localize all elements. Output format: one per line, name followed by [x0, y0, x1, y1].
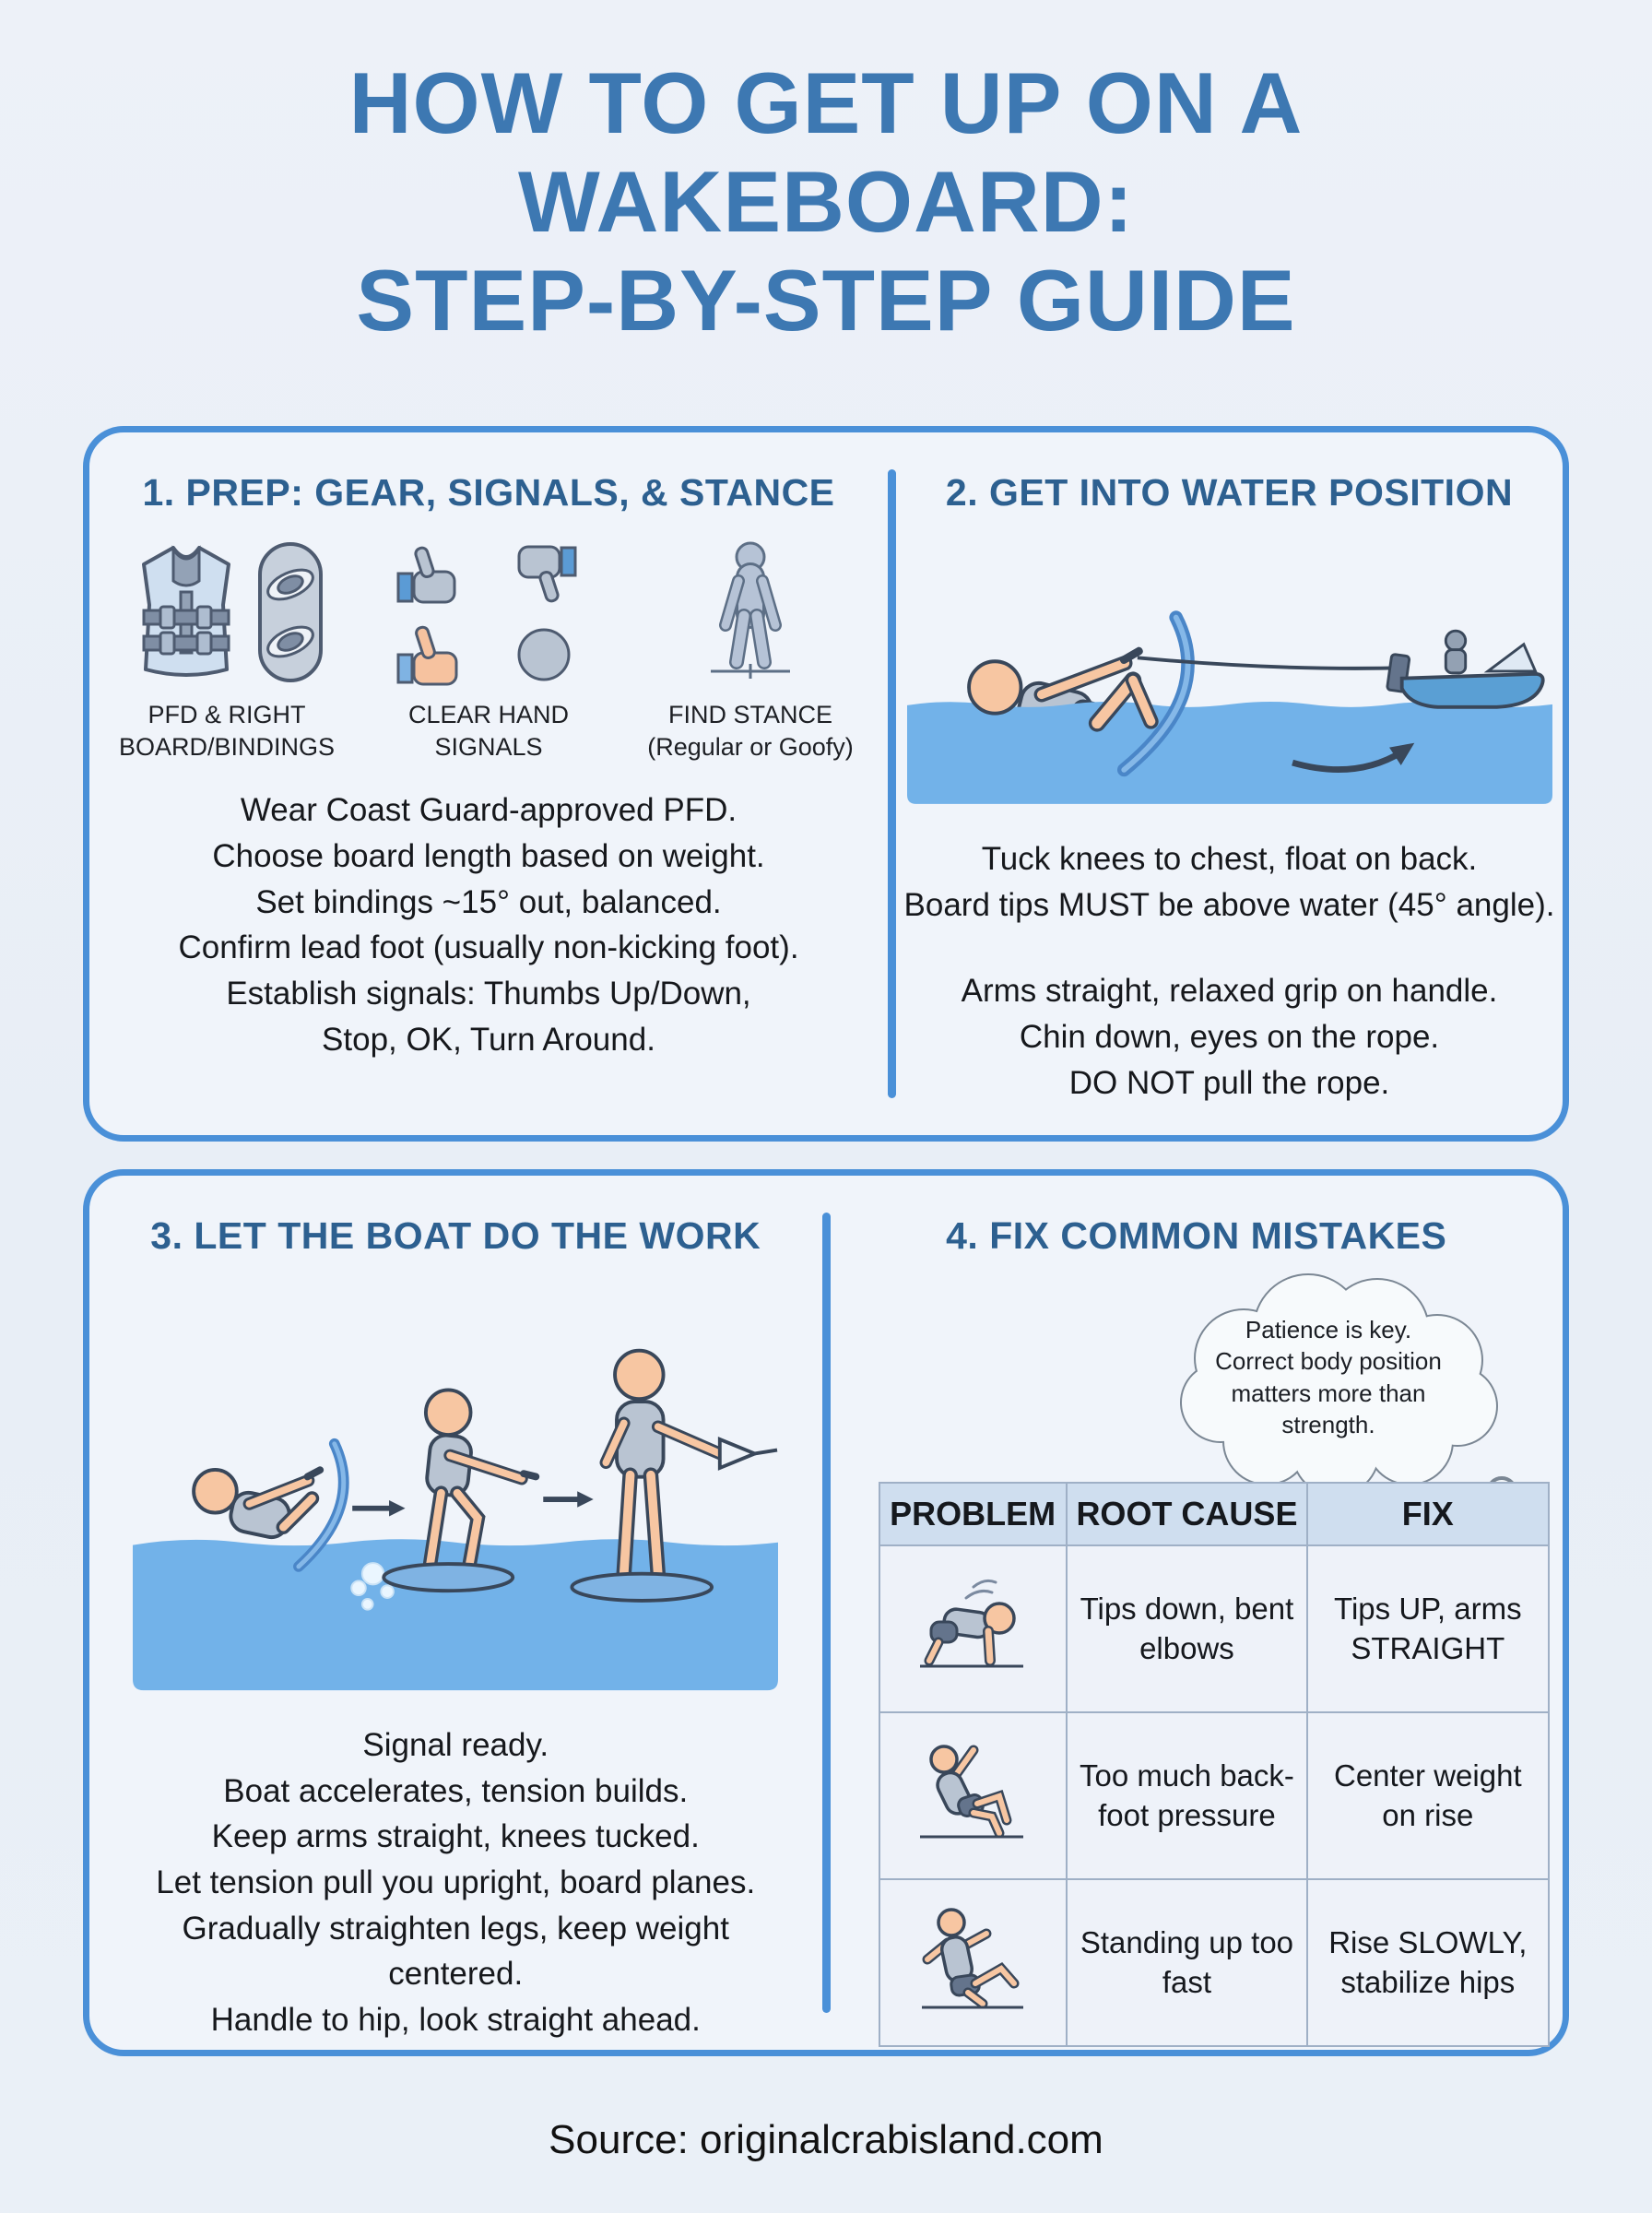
boat	[1386, 631, 1542, 707]
face-plant-figure-icon	[913, 1568, 1032, 1679]
column-header-problem: PROBLEM	[879, 1483, 1067, 1545]
prep-instructions	[89, 787, 888, 1062]
panel-boat-heading: 3. LET THE BOAT DO THE WORK	[150, 1214, 761, 1257]
body-line: Boat accelerates, tension builds.	[223, 1772, 689, 1809]
body-line: Confirm lead foot (usually non-kicking foot).	[178, 929, 799, 966]
water-position-instructions	[896, 836, 1563, 1106]
rider-head	[969, 661, 1021, 713]
table-row	[879, 1879, 1549, 2046]
panel-fix-mistakes	[831, 1176, 1564, 2050]
bubble-line: Correct body position matters more than strength.	[1215, 1347, 1442, 1438]
water	[907, 702, 1552, 804]
section-boat-and-fixes	[83, 1169, 1569, 2056]
rope-handle	[720, 1439, 755, 1468]
body-line: Arms straight, relaxed grip on handle.	[961, 973, 1498, 1010]
bubble-line: Patience is key.	[1245, 1316, 1412, 1343]
body-line: Stop, OK, Turn Around.	[322, 1021, 655, 1058]
body-line: Keep arms straight, knees tucked.	[211, 1818, 700, 1855]
body-line: DO NOT pull the rope.	[1068, 1064, 1390, 1101]
body-line: Chin down, eyes on the rope.	[1019, 1019, 1440, 1056]
caption-line: SIGNALS	[434, 733, 543, 762]
boat-work-instructions	[147, 1722, 764, 2043]
body-line: Set bindings ~15° out, balanced.	[255, 883, 722, 920]
mistakes-table	[879, 1482, 1550, 2047]
water-position-illustration	[907, 531, 1552, 808]
thumbs-down-icon	[519, 547, 575, 602]
caption-line: CLEAR HAND	[407, 701, 570, 728]
water	[133, 1539, 778, 1690]
source-text: Source: originalcrabisland.com	[549, 2117, 1103, 2162]
vertical-divider	[888, 469, 896, 1098]
panel-water-position	[896, 432, 1563, 1135]
source-footer	[0, 2117, 1652, 2163]
column-header-root-cause: ROOT CAUSE	[1067, 1483, 1307, 1545]
page-title	[0, 53, 1652, 349]
root-cause-cell: Standing up too fast	[1067, 1879, 1307, 2046]
icon-caption	[119, 699, 335, 763]
fix-cell: Center weight on rise	[1307, 1712, 1548, 1879]
body-line: Wear Coast Guard-approved PFD.	[240, 792, 738, 829]
caption-line: FIND STANCE	[667, 701, 832, 728]
column-header-fix: FIX	[1307, 1483, 1548, 1545]
icon-caption	[647, 699, 854, 763]
fix-cell: Tips UP, arms STRAIGHT	[1307, 1545, 1548, 1712]
body-line: Gradually straighten legs, keep weight centered.	[182, 1910, 729, 1993]
ok-circle-icon	[519, 630, 569, 680]
title-line-2: WAKEBOARD:	[518, 153, 1134, 251]
thumbs-up-hand-icon	[398, 626, 456, 684]
body-line: Board tips MUST be above water (45° angle).	[903, 886, 1555, 923]
paragraph-gap	[896, 928, 1563, 968]
root-cause-cell: Too much back-foot pressure	[1067, 1712, 1307, 1879]
back-fall-figure-icon	[913, 1735, 1032, 1846]
caption-line: (Regular or Goofy)	[647, 733, 854, 762]
body-line: Let tension pull you upright, board planes.	[156, 1864, 756, 1901]
title-line-3: STEP-BY-STEP GUIDE	[356, 252, 1296, 349]
table-header-row	[879, 1483, 1549, 1545]
caption-line: BOARD/BINDINGS	[118, 733, 336, 762]
caption-line: PFD & RIGHT	[148, 701, 306, 728]
thumbs-up-icon	[398, 547, 454, 602]
problem-cell	[879, 1879, 1067, 2046]
vertical-divider	[822, 1213, 831, 2013]
icon-item-stance	[635, 538, 866, 763]
tow-rope	[1137, 657, 1409, 669]
problem-cell	[879, 1712, 1067, 1879]
table-row	[879, 1712, 1549, 1879]
body-line: Signal ready.	[362, 1727, 549, 1763]
body-line: Choose board length based on weight.	[212, 837, 765, 874]
panel-water-heading: 2. GET INTO WATER POSITION	[945, 471, 1514, 514]
panel-boat-work	[89, 1176, 822, 2050]
icon-item-hand-signals	[373, 538, 604, 763]
icon-item-pfd-board	[112, 538, 342, 763]
thought-bubble-text	[1205, 1314, 1452, 1440]
body-line: Establish signals: Thumbs Up/Down,	[226, 975, 751, 1012]
hand-signals-icon	[395, 538, 583, 686]
icon-caption	[408, 699, 569, 763]
body-line: Handle to hip, look straight ahead.	[210, 2002, 701, 2039]
fix-cell: Rise SLOWLY, stabilize hips	[1307, 1879, 1548, 2046]
prep-icons-row	[89, 538, 888, 763]
table-row	[879, 1545, 1549, 1712]
stance-figure-icon	[690, 538, 810, 686]
pfd-and-wakeboard-icon	[116, 538, 337, 686]
panel-prep-heading: 1. PREP: GEAR, SIGNALS, & STANCE	[142, 471, 835, 514]
body-line: Tuck knees to chest, float on back.	[981, 841, 1478, 877]
panel-fix-heading: 4. FIX COMMON MISTAKES	[946, 1214, 1447, 1257]
root-cause-cell: Tips down, bent elbows	[1067, 1545, 1307, 1712]
slip-fall-figure-icon	[913, 1902, 1032, 2013]
section-prep-and-water	[83, 426, 1569, 1142]
panel-prep	[89, 432, 888, 1135]
problem-cell	[879, 1545, 1067, 1712]
title-line-1: HOW TO GET UP ON A	[348, 54, 1304, 151]
boat-work-illustration	[133, 1274, 778, 1694]
